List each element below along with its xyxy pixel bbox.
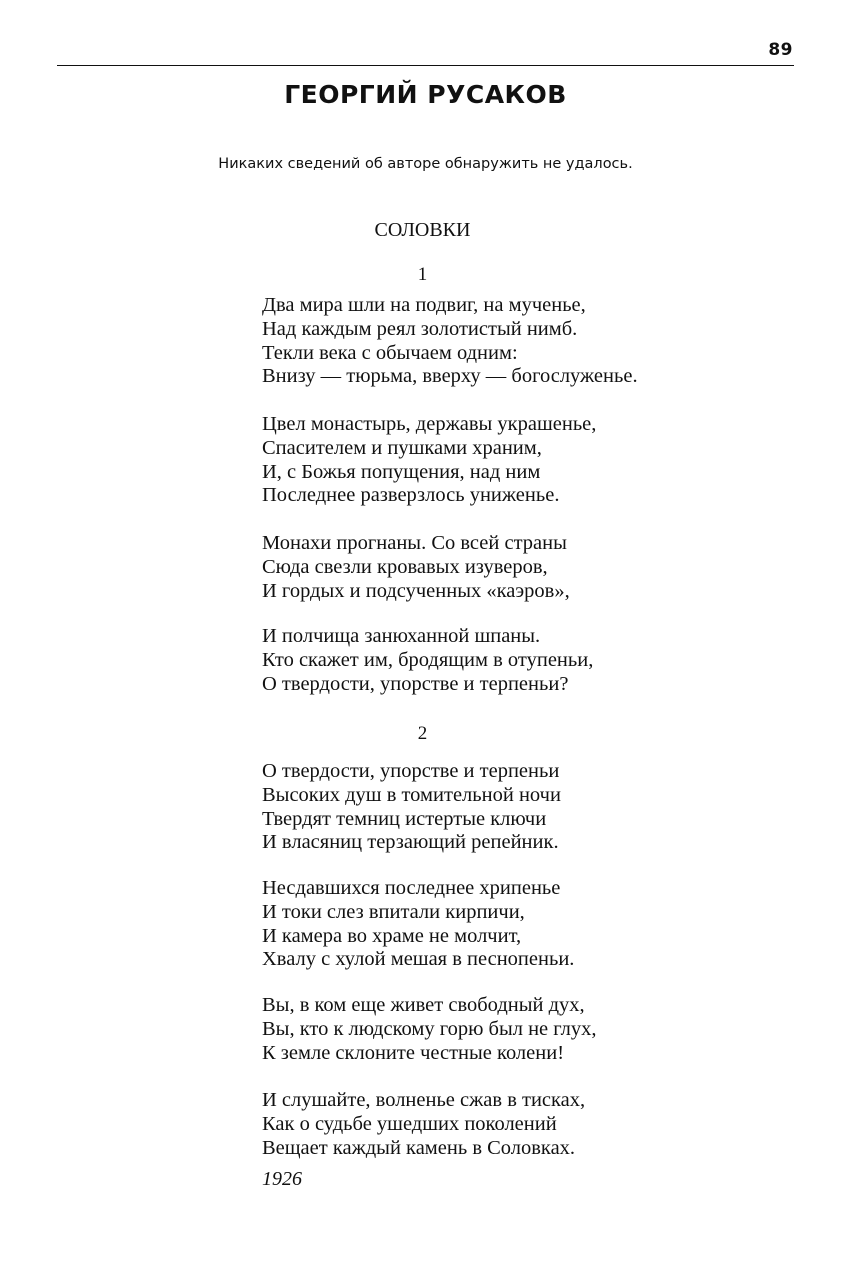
poem-line: И полчища занюханной шпаны.: [262, 625, 541, 647]
author-name: ГЕОРГИЙ РУСАКОВ: [284, 80, 567, 109]
poem-line: О твердости, упорстве и терпеньи: [262, 760, 560, 782]
poem-line: И камера во храме не молчит,: [262, 924, 522, 947]
poem-line: Сюда свезли кровавых изуверов,: [262, 555, 548, 578]
stanza: [262, 877, 574, 972]
page-number: 89: [768, 40, 793, 60]
stanza: [262, 994, 597, 1065]
poem-line: И слушайте, волненье сжав в тисках,: [262, 1089, 586, 1111]
poem-line: К земле склоните честные колени!: [262, 1041, 565, 1064]
poem-line: Твердят темниц истертые ключи: [262, 807, 547, 830]
poem-line: Текли века с обычаем одним:: [262, 341, 518, 364]
stanza: [262, 294, 638, 389]
stanza: [262, 532, 570, 603]
stanza: [262, 625, 593, 696]
poem-line: Монахи прогнаны. Со всей страны: [262, 532, 567, 554]
poem-line: И, с Божья попущения, над ним: [262, 460, 541, 483]
poem-line: И власяниц терзающий репейник.: [262, 831, 559, 854]
poem-line: Два мира шли на подвиг, на мученье,: [262, 294, 586, 316]
poem-date: 1926: [262, 1168, 302, 1190]
author-note: Никаких сведений об авторе обнаружить не удалось.: [218, 156, 633, 172]
poem-line: Несдавшихся последнее хрипенье: [262, 877, 561, 899]
poem-line: И токи слез впитали кирпичи,: [262, 900, 525, 923]
poem-line: Высоких душ в томительной ночи: [262, 783, 561, 806]
poem-line: Последнее разверзлось униженье.: [262, 484, 560, 507]
poem-line: Кто скажет им, бродящим в отупеньи,: [262, 648, 594, 671]
poem-line: Цвел монастырь, державы украшенье,: [262, 413, 597, 435]
part-number: 2: [417, 723, 428, 744]
poem-line: Как о судьбе ушедших поколений: [262, 1112, 557, 1135]
poem-line: Хвалу с хулой мешая в песнопеньи.: [262, 948, 575, 971]
poem-line: Внизу — тюрьма, вверху — богослуженье.: [262, 365, 638, 388]
stanza: [262, 413, 596, 508]
poem-line: О твердости, упорстве и терпеньи?: [262, 672, 569, 695]
poem-line: Вы, кто к людскому горю был не глух,: [262, 1017, 597, 1040]
poem-line: Над каждым реял золотистый нимб.: [262, 317, 578, 340]
stanza: [262, 760, 561, 855]
poem-line: Вещает каждый камень в Соловках.: [262, 1136, 576, 1159]
poem-title: СОЛОВКИ: [374, 219, 471, 241]
poem-line: Вы, в ком еще живет свободный дух,: [262, 994, 585, 1016]
poem-line: И гордых и подсученных «каэров»,: [262, 579, 570, 602]
poem-line: Спасителем и пушками храним,: [262, 436, 542, 459]
stanza: [262, 1089, 585, 1160]
header-rule: [57, 65, 794, 66]
part-number: 1: [417, 264, 428, 285]
